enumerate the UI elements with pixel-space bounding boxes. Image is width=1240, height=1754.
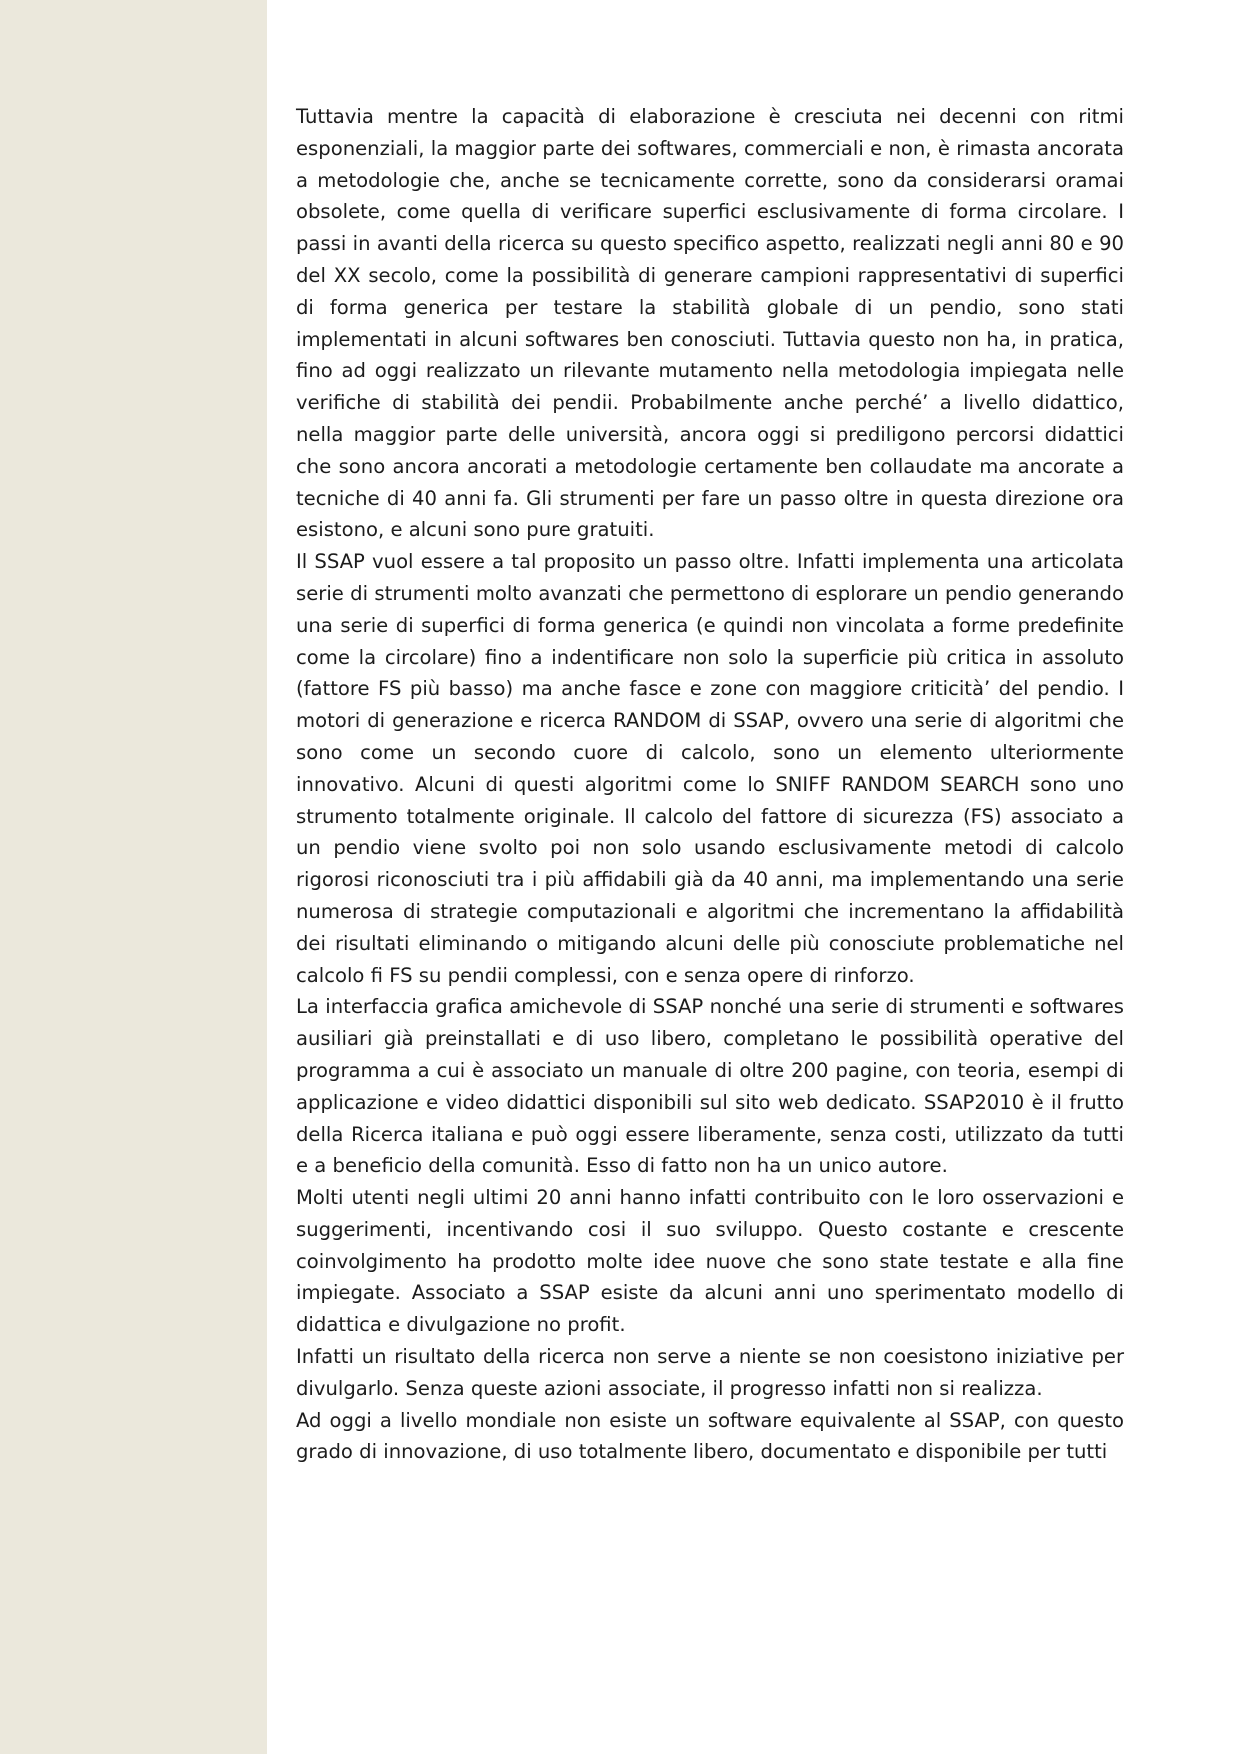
page-side-band [0, 0, 267, 1754]
document-body [296, 101, 1124, 1468]
paragraph-4: Molti utenti negli ultimi 20 anni hanno infatti contribuito con le loro osservazioni e suggerimenti, incentivando cosi il suo sviluppo. Questo costante e crescente coinvolgimento ha prodotto molte idee nuove che sono state testate e alla fine impiegate. Associato a SSAP esiste da alcuni anni uno sperimentato modello di didattica e divulgazione no profit. [296, 1186, 1124, 1337]
paragraph-6: Ad oggi a livello mondiale non esiste un software equivalente al SSAP, con questo grado di innovazione, di uso totalmente libero, documentato e disponibile per tutti [296, 1408, 1124, 1464]
paragraph-5: Infatti un risultato della ricerca non serve a niente se non coesistono iniziative per divulgarlo. Senza queste azioni associate, il progresso infatti non si realizza. [296, 1345, 1124, 1400]
paragraph-1: Tuttavia mentre la capacità di elaborazione è cresciuta nei decenni con ritmi esponenziali, la maggior parte dei softwares, commerciali e non, è rimasta ancorata a metodologie che, anche se tecnicamente corrette, sono da considerarsi oramai obsolete, come quella di verificare superfici esclusivamente di forma circolare. I passi in avanti della ricerca su questo specifico aspetto, realizzati negli anni 80 e 90 del XX secolo, come la possibilità di generare campioni rappresentativi di superfici di forma generica per testare la stabilità globale di un pendio, sono stati implementati in alcuni softwares ben conosciuti. Tuttavia questo non ha, in pratica, fino ad oggi realizzato un rilevante mutamento nella metodologia impiegata nelle verifiche di stabilità dei pendii. Probabilmente anche perché’ a livello didattico, nella maggior parte delle università, ancora oggi si prediligono percorsi didattici che sono ancora ancorati a metodologie certamente ben collaudate ma ancorate a tecniche di 40 anni fa. Gli strumenti per fare un passo oltre in questa direzione ora esistono, e alcuni sono pure gratuiti. [296, 105, 1124, 542]
paragraph-2: Il SSAP vuol essere a tal proposito un passo oltre. Infatti implementa una articolata serie di strumenti molto avanzati che permettono di esplorare un pendio generando una serie di superfici di forma generica (e quindi non vincolata a forme predefinite come la circolare) fino a indentificare non solo la superficie più critica in assoluto (fattore FS più basso) ma anche fasce e zone con maggiore criticità’ del pendio. I motori di generazione e ricerca RANDOM di SSAP, ovvero una serie di algoritmi che sono come un secondo cuore di calcolo, sono un elemento ulteriormente innovativo. Alcuni di questi algoritmi come lo SNIFF RANDOM SEARCH sono uno strumento totalmente originale. Il calcolo del fattore di sicurezza (FS) associato a un pendio viene svolto poi non solo usando esclusivamente metodi di calcolo rigorosi riconosciuti tra i più affidabili già da 40 anni, ma implementando una serie numerosa di strategie computazionali e algoritmi che incrementano la affidabilità dei risultati eliminando o mitigando alcuni delle più conosciute problematiche nel calcolo fi FS su pendii complessi, con e senza opere di rinforzo. [296, 550, 1124, 987]
paragraph-3: La interfaccia grafica amichevole di SSAP nonché una serie di strumenti e softwares ausiliari già preinstallati e di uso libero, completano le possibilità operative del programma a cui è associato un manuale di oltre 200 pagine, con teoria, esempi di applicazione e video didattici disponibili sul sito web dedicato. SSAP2010 è il frutto della Ricerca italiana e può oggi essere liberamente, senza costi, utilizzato da tutti e a beneficio della comunità. Esso di fatto non ha un unico autore. [296, 995, 1124, 1178]
